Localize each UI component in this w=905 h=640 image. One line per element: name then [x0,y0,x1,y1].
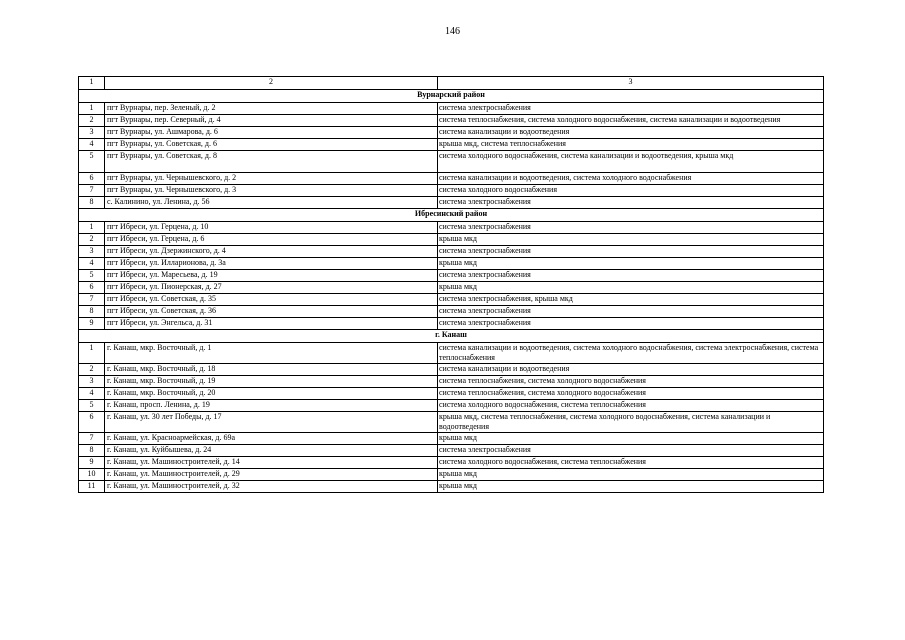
table-row [79,234,824,246]
section-title: Ибресинский район [79,209,824,222]
table-row [79,469,824,481]
header-col-1: 1 [79,77,105,90]
row-number: 5 [79,400,105,412]
row-address: г. Канаш, ул. Куйбышева, д. 24 [105,445,438,457]
row-work-type: система канализации и водоотведения [438,127,824,139]
row-work-type: система электроснабжения [438,246,824,258]
table-row [79,246,824,258]
table-row [79,270,824,282]
row-address: пгт Вурнары, пер. Северный, д. 4 [105,115,438,127]
row-work-type: система электроснабжения [438,270,824,282]
table-row [79,364,824,376]
row-work-type: система электроснабжения, крыша мкд [438,294,824,306]
row-work-type: крыша мкд [438,433,824,445]
row-work-type: система электроснабжения [438,318,824,330]
table-row [79,115,824,127]
table-body [79,77,824,493]
row-work-type: система холодного водоснабжения, система теплоснабжения [438,457,824,469]
row-number: 1 [79,222,105,234]
table-row [79,127,824,139]
table-row [79,400,824,412]
row-work-type: система канализации и водоотведения [438,364,824,376]
row-work-type: система электроснабжения [438,197,824,209]
row-address: пгт Вурнары, ул. Чернышевского, д. 3 [105,185,438,197]
row-work-type: система теплоснабжения, система холодного водоснабжения, система канализации и водоотведения [438,115,824,127]
row-address: пгт Ибреси, ул. Советская, д. 36 [105,306,438,318]
row-work-type: система холодного водоснабжения [438,185,824,197]
row-work-type: крыша мкд, система теплоснабжения [438,139,824,151]
table-row [79,294,824,306]
row-address: г. Канаш, ул. Машиностроителей, д. 29 [105,469,438,481]
header-col-2: 2 [105,77,438,90]
row-address: г. Канаш, ул. 30 лет Победы, д. 17 [105,412,438,433]
row-number: 8 [79,445,105,457]
row-work-type: крыша мкд [438,282,824,294]
row-number: 1 [79,343,105,364]
row-number: 5 [79,270,105,282]
table-row [79,103,824,115]
row-number: 6 [79,173,105,185]
table-row [79,173,824,185]
row-number: 3 [79,376,105,388]
row-address: пгт Ибреси, ул. Пионерская, д. 27 [105,282,438,294]
row-number: 2 [79,115,105,127]
row-address: пгт Вурнары, ул. Советская, д. 8 [105,151,438,173]
row-work-type: система холодного водоснабжения, система канализации и водоотведения, крыша мкд [438,151,824,173]
section-header-row [79,90,824,103]
table-row [79,151,824,173]
table-row [79,481,824,493]
row-work-type: система холодного водоснабжения, система теплоснабжения [438,400,824,412]
row-number: 4 [79,258,105,270]
row-address: пгт Ибреси, ул. Герцена, д. 6 [105,234,438,246]
row-address: г. Канаш, мкр. Восточный, д. 18 [105,364,438,376]
repair-table [78,76,824,493]
row-number: 9 [79,318,105,330]
table-row [79,197,824,209]
row-number: 4 [79,139,105,151]
row-number: 3 [79,127,105,139]
row-work-type: крыша мкд [438,258,824,270]
row-work-type: крыша мкд, система теплоснабжения, система холодного водоснабжения, система канализации и водоотведения [438,412,824,433]
section-title: г. Канаш [79,330,824,343]
header-col-3: 3 [438,77,824,90]
table-row [79,258,824,270]
row-work-type: система канализации и водоотведения, система холодного водоснабжения, система электроснабжения, система теплоснабжения [438,343,824,364]
table-row [79,412,824,433]
row-address: г. Канаш, мкр. Восточный, д. 20 [105,388,438,400]
row-number: 7 [79,433,105,445]
table-row [79,222,824,234]
row-work-type: крыша мкд [438,469,824,481]
row-address: пгт Ибреси, ул. Энгельса, д. 31 [105,318,438,330]
row-address: пгт Вурнары, пер. Зеленый, д. 2 [105,103,438,115]
table-row [79,282,824,294]
row-address: г. Канаш, мкр. Восточный, д. 19 [105,376,438,388]
row-number: 6 [79,282,105,294]
section-header-row [79,209,824,222]
row-number: 9 [79,457,105,469]
table-row [79,388,824,400]
row-work-type: система теплоснабжения, система холодного водоснабжения [438,376,824,388]
row-number: 11 [79,481,105,493]
table-row [79,445,824,457]
row-work-type: система электроснабжения [438,222,824,234]
table-row [79,376,824,388]
row-number: 8 [79,197,105,209]
row-address: г. Канаш, просп. Ленина, д. 19 [105,400,438,412]
row-number: 8 [79,306,105,318]
row-address: пгт Вурнары, ул. Советская, д. 6 [105,139,438,151]
section-title: Вурнарский район [79,90,824,103]
table-row [79,343,824,364]
table-row [79,306,824,318]
table-row [79,185,824,197]
table-row [79,433,824,445]
row-number: 7 [79,294,105,306]
row-work-type: крыша мкд [438,234,824,246]
row-address: с. Калинино, ул. Ленина, д. 56 [105,197,438,209]
row-number: 2 [79,234,105,246]
row-address: г. Канаш, ул. Машиностроителей, д. 32 [105,481,438,493]
header-row [79,77,824,90]
row-number: 6 [79,412,105,433]
row-address: пгт Ибреси, ул. Советская, д. 35 [105,294,438,306]
row-address: пгт Ибреси, ул. Маресьева, д. 19 [105,270,438,282]
row-address: пгт Вурнары, ул. Чернышевского, д. 2 [105,173,438,185]
row-number: 10 [79,469,105,481]
row-number: 3 [79,246,105,258]
row-number: 7 [79,185,105,197]
row-address: пгт Ибреси, ул. Дзержинского, д. 4 [105,246,438,258]
table-row [79,139,824,151]
row-work-type: система теплоснабжения, система холодного водоснабжения [438,388,824,400]
row-address: г. Канаш, мкр. Восточный, д. 1 [105,343,438,364]
section-header-row [79,330,824,343]
row-work-type: система электроснабжения [438,445,824,457]
row-number: 5 [79,151,105,173]
table-row [79,457,824,469]
row-address: г. Канаш, ул. Красноармейская, д. 69а [105,433,438,445]
row-address: пгт Вурнары, ул. Ашмарова, д. 6 [105,127,438,139]
page-number: 146 [445,26,460,37]
row-work-type: крыша мкд [438,481,824,493]
row-work-type: система канализации и водоотведения, система холодного водоснабжения [438,173,824,185]
row-number: 2 [79,364,105,376]
row-work-type: система электроснабжения [438,103,824,115]
row-address: г. Канаш, ул. Машиностроителей, д. 14 [105,457,438,469]
row-address: пгт Ибреси, ул. Герцена, д. 10 [105,222,438,234]
row-address: пгт Ибреси, ул. Илларионова, д. 3а [105,258,438,270]
table-row [79,318,824,330]
row-number: 1 [79,103,105,115]
row-number: 4 [79,388,105,400]
row-work-type: система электроснабжения [438,306,824,318]
